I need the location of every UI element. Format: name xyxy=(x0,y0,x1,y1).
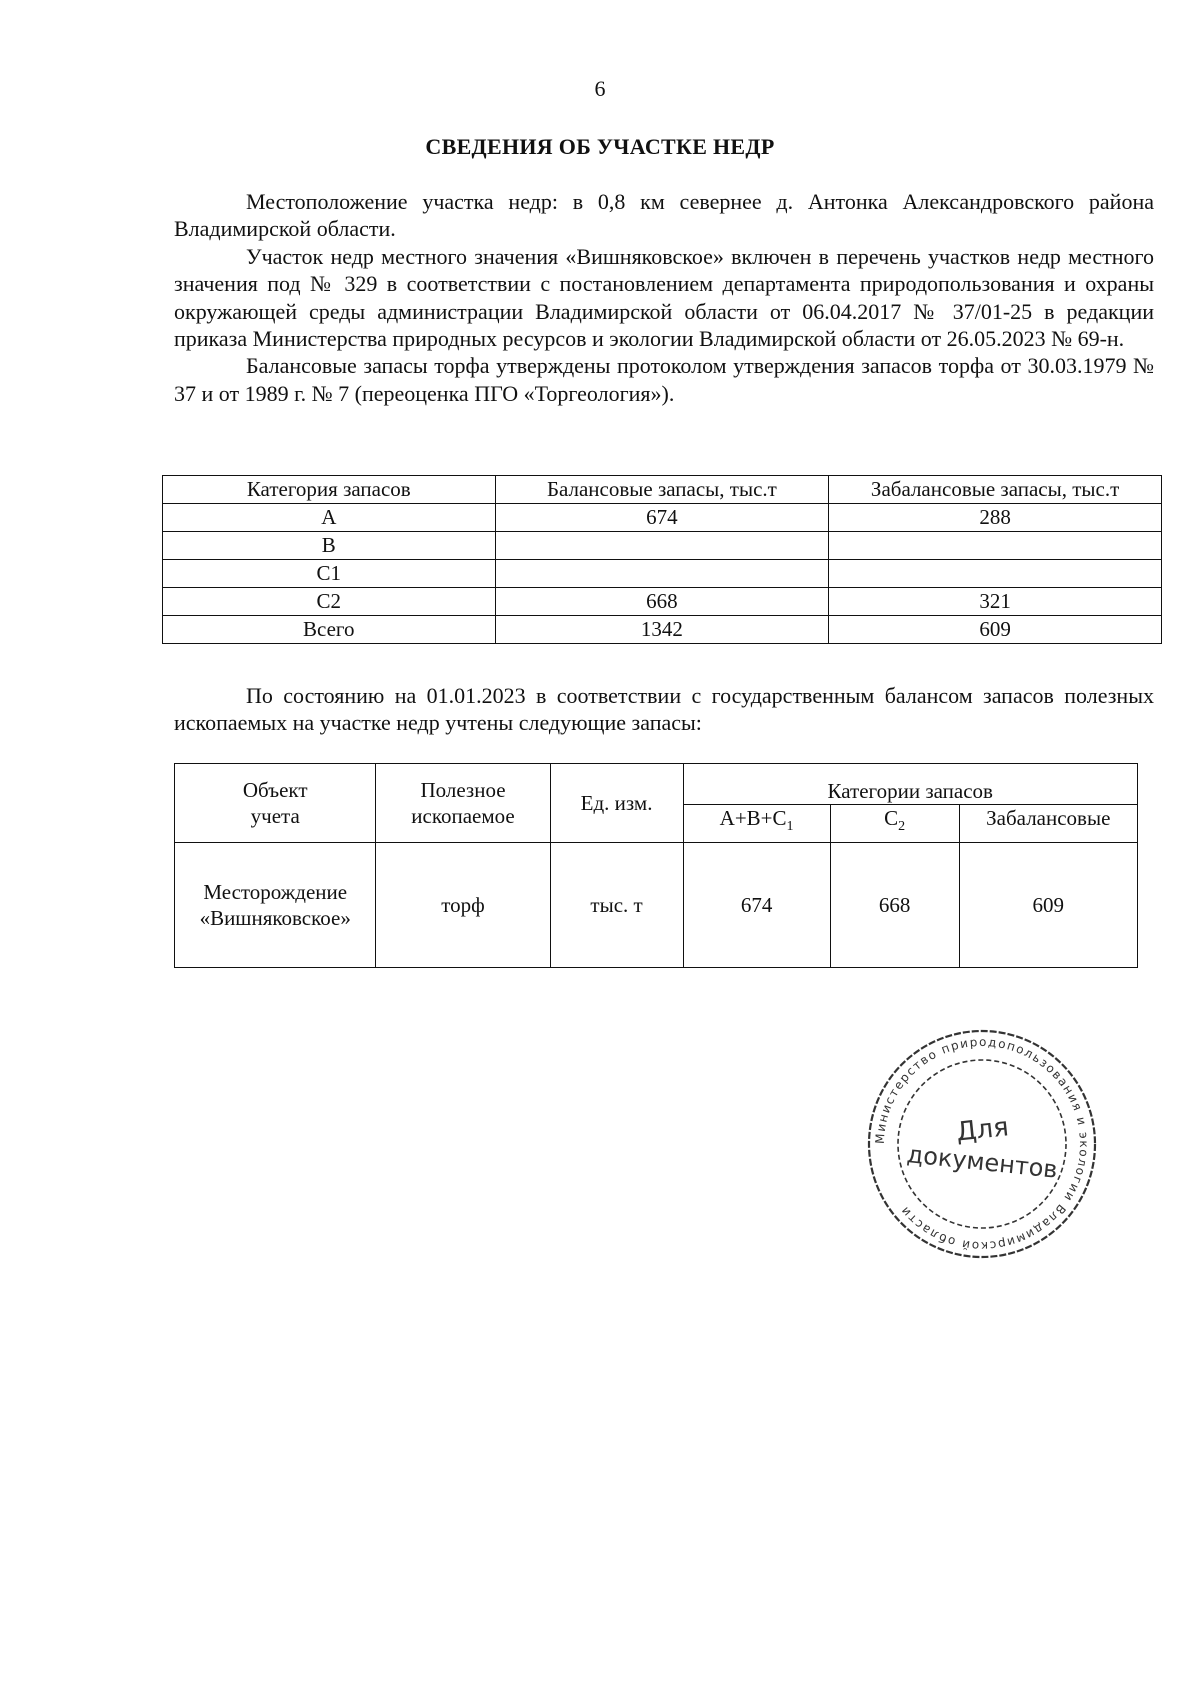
reserves-approval-paragraph: Балансовые запасы торфа утверждены протоколом утверждения запасов торфа от 30.03.1979 № 37 и от 1989 г. № 7 (переоценка ПГО «Торгеология»). xyxy=(174,353,1154,406)
subheader-offbalance: Забалансовые xyxy=(959,805,1137,843)
table-row xyxy=(175,843,1138,968)
table-row xyxy=(163,588,1162,616)
cell-offbalance: 288 xyxy=(829,504,1162,532)
table-row xyxy=(163,504,1162,532)
table-row xyxy=(163,532,1162,560)
cell-offbalance xyxy=(829,532,1162,560)
table-row-total xyxy=(163,616,1162,644)
subheader-c2-main: С xyxy=(884,806,899,830)
reserves-table-header xyxy=(163,476,1162,504)
cell-balance: 668 xyxy=(495,588,829,616)
cell-object-line2: «Вишняковское» xyxy=(199,906,351,930)
stamp-ring-textpath: Министерство природопользования и экологии Владимирской области xyxy=(872,1034,1092,1254)
header-categories: Категории запасов xyxy=(683,764,1137,805)
cell-balance xyxy=(495,560,829,588)
subheader-abc xyxy=(683,805,830,843)
page-number: 6 xyxy=(594,76,606,101)
seal-stamp xyxy=(862,1024,1102,1264)
stamp-center-line2: документов xyxy=(905,1140,1059,1184)
cell-category: Всего xyxy=(163,616,496,644)
cell-object xyxy=(175,843,376,968)
balance-paragraph: По состоянию на 01.01.2023 в соответствии с государственным балансом запасов полезных ископаемых на участке недр учтены следующие запасы: xyxy=(174,683,1154,736)
cell-offbalance xyxy=(829,560,1162,588)
header-mineral-line1: Полезное xyxy=(420,778,506,802)
header-mineral xyxy=(376,764,550,843)
cell-balance: 674 xyxy=(495,504,829,532)
header-unit: Ед. изм. xyxy=(550,764,683,843)
cell-balance: 1342 xyxy=(495,616,829,644)
header-mineral-line2: ископаемое xyxy=(411,804,515,828)
cell-c2: 668 xyxy=(830,843,959,968)
stamp-center-line1: Для xyxy=(954,1112,1011,1148)
cell-category: С1 xyxy=(163,560,496,588)
header-object-line2: учета xyxy=(250,804,300,828)
cell-category: А xyxy=(163,504,496,532)
page-title: СВЕДЕНИЯ ОБ УЧАСТКЕ НЕДР xyxy=(425,134,775,159)
subheader-abc-main: А+В+С xyxy=(719,806,787,830)
cell-abc: 674 xyxy=(683,843,830,968)
balance-text xyxy=(174,682,1154,737)
subheader-c2-sub: 2 xyxy=(898,819,906,835)
cell-offbalance: 321 xyxy=(829,588,1162,616)
reserves-table xyxy=(162,475,1162,644)
header-object xyxy=(175,764,376,843)
registry-paragraph: Участок недр местного значения «Вишняковское» включен в перечень участков недр местного значения под № 329 в соответствии с постановлением департамента природопользования и охраны окружающей среды администрации Владимирской области от 06.04.2017 № 37/01-25 в редакции приказа Министерства природных ресурсов и экологии Владимирской области от 26.05.2023 № 69-н. xyxy=(174,243,1154,352)
cell-offbalance: 609 xyxy=(829,616,1162,644)
header-offbalance: Забалансовые запасы, тыс.т xyxy=(829,476,1162,504)
cell-unit: тыс. т xyxy=(550,843,683,968)
header-category: Категория запасов xyxy=(163,476,496,504)
cell-balance xyxy=(495,532,829,560)
balance-table xyxy=(174,763,1138,968)
table-row xyxy=(163,560,1162,588)
header-balance: Балансовые запасы, тыс.т xyxy=(495,476,829,504)
cell-category: В xyxy=(163,532,496,560)
header-object-line1: Объект xyxy=(242,778,308,802)
subheader-c2 xyxy=(830,805,959,843)
cell-object-line1: Месторождение xyxy=(203,880,348,904)
subheader-abc-sub: 1 xyxy=(786,819,794,835)
cell-mineral: торф xyxy=(376,843,550,968)
intro-text xyxy=(174,188,1154,407)
cell-offbalance: 609 xyxy=(959,843,1137,968)
balance-table-header xyxy=(175,764,1138,805)
location-paragraph: Местоположение участка недр: в 0,8 км севернее д. Антонка Александровского района Владимирской области. xyxy=(174,189,1154,242)
cell-category: С2 xyxy=(163,588,496,616)
